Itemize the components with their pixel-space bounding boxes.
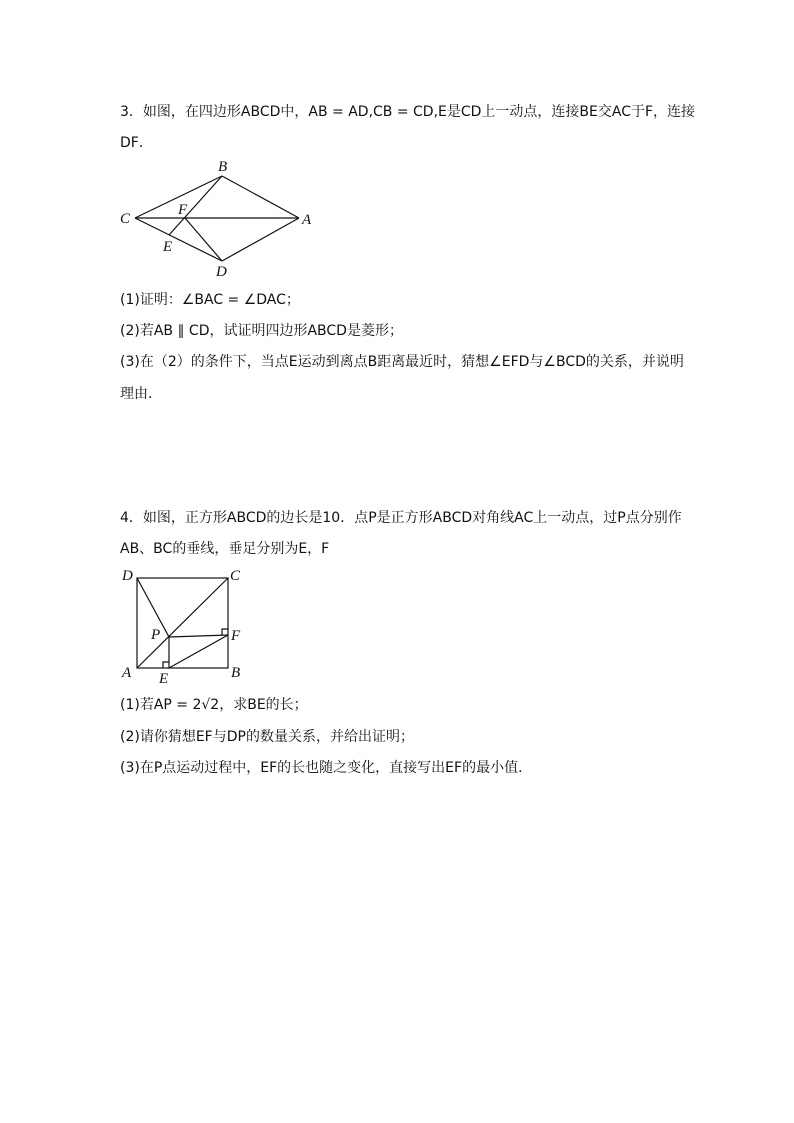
label-B: B	[218, 159, 228, 175]
label-F: F	[231, 628, 241, 644]
segment-DC	[135, 218, 222, 261]
label-E: E	[159, 671, 169, 687]
problem3-question3-line1: (3)在（2）的条件下，当点E运动到离点B距离最近时，猜想∠EFD与∠BCD的关系，并说明	[120, 354, 684, 370]
segment-PF	[169, 635, 228, 637]
label-A: A	[122, 665, 132, 681]
diagonal-AC	[137, 578, 228, 668]
label-C: C	[230, 568, 241, 584]
segment-FD	[185, 218, 222, 261]
problem3-question2: (2)若AB ∥ CD，试证明四边形ABCD是菱形；	[120, 323, 403, 339]
segment-EF	[169, 635, 228, 668]
label-D: D	[122, 568, 133, 584]
segment-BA	[222, 176, 299, 218]
problem3-statement-line1: 3．如图，在四边形ABCD中，AB = AD,CB = CD,E是CD上一动点，连接BE交AC于F，连接	[120, 104, 696, 120]
right-angle-mark-E	[163, 662, 169, 668]
label-A: A	[302, 212, 312, 228]
label-P: P	[151, 627, 161, 643]
label-D: D	[216, 264, 227, 280]
problem4-statement-line1: 4．如图，正方形ABCD的边长是10．点P是正方形ABCD对角线AC上一动点，过P点分别作	[120, 510, 682, 526]
problem3-question1: (1)证明：∠BAC = ∠DAC；	[120, 292, 300, 308]
right-angle-mark-F	[222, 629, 228, 635]
problem4-question1: (1)若AP = 2√2，求BE的长；	[120, 697, 308, 713]
problem4-question3: (3)在P点运动过程中，EF的长也随之变化，直接写出EF的最小值．	[120, 760, 533, 776]
segment-BE	[169, 176, 222, 235]
label-F: F	[178, 202, 188, 218]
problem3-statement-line2: DF．	[120, 135, 153, 151]
segment-CB	[135, 176, 222, 218]
segment-AD	[222, 218, 299, 261]
problem4-statement-line2: AB、BC的垂线，垂足分别为E，F	[120, 541, 330, 557]
label-E: E	[163, 239, 173, 255]
square-ABCD	[137, 578, 228, 668]
problem4-question2: (2)请你猜想EF与DP的数量关系，并给出证明；	[120, 729, 414, 745]
label-C: C	[120, 211, 131, 227]
label-B: B	[231, 665, 241, 681]
segment-DP	[137, 578, 169, 637]
problem3-question3-line2: 理由．	[120, 386, 162, 402]
